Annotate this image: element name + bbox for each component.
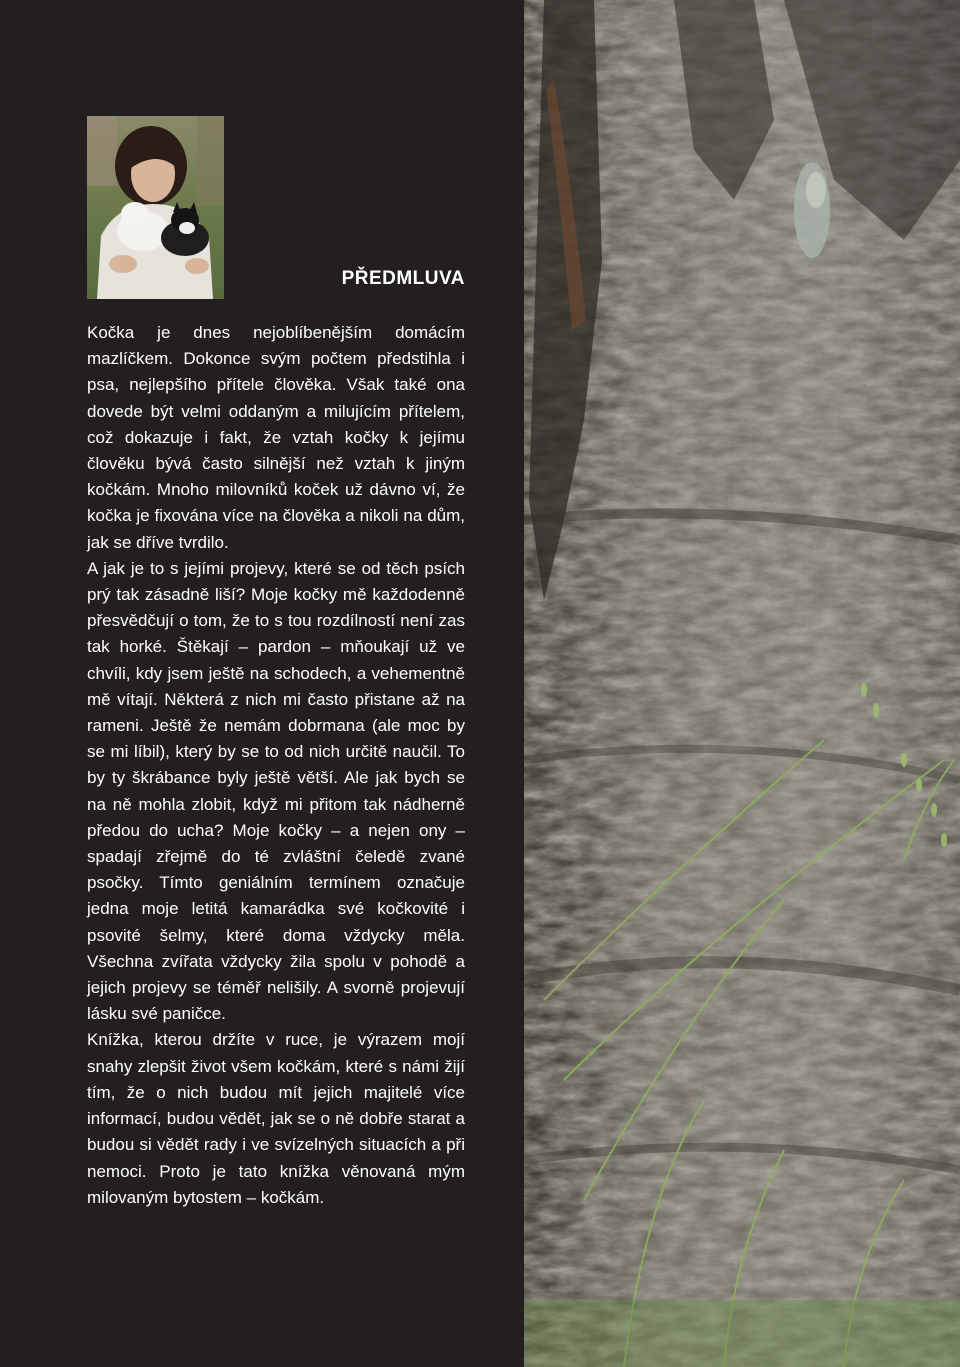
foreword-text bbox=[87, 320, 465, 1211]
paragraph-2: A jak je to s jejími projevy, které se od těch psích prý tak zásadně liší? Moje kočky mě každodenně přesvědčují o tom, že to s tou rozdílností není zas tak horké. Štěkají – pardon – mňoukají už ve chvíli, kdy jsem ještě na schodech, a vehementně mě vítají. Některá z nich mi často přistane až na rameni. Ještě že nemám dobrmana (ale moc by se mi líbil), který by se to od nich určitě naučil. To by ty škrábance byly ještě větší. Ale jak bych se na ně mohla zlobit, když mi přitom tak nádherně předou do ucha? Moje kočky – a nejen ony – spadají zřejmě do té zvláštní čeledě zvané psočky. Tímto geniálním termínem označuje jedna moje letitá kamarádka své kočkovité i psovité šelmy, které doma vždycky měla. Všechna zvířata vždycky žila spolu v pohodě a jejich projevy se téměř nelišily. A svorně projevují lásku své paničce. bbox=[87, 558, 465, 1024]
paragraph-3: Knížka, kterou držíte v ruce, je výrazem mojí snahy zlepšit život všem kočkám, které s námi žijí tím, že o nich budou mít jejich majitelé více informací, budou vědět, jak se o ně dobře starat a budou si vědět rady i ve svízelných situacích a při nemoci. Proto je tato knížka věnovaná mým milovaným bytostem – kočkám. bbox=[87, 1030, 465, 1207]
tree-bark-photo bbox=[524, 0, 960, 1367]
author-with-cats-photo bbox=[87, 116, 224, 299]
paragraph-1: Kočka je dnes nejoblíbenějším domácím mazlíčkem. Dokonce svým počtem předstihla i psa, nejlepšího přítele člověka. Však také ona dovede být velmi oddaným a milujícím přítelem, což dokazuje i fakt, že vztah kočky k jejímu člověku bývá často silnější než vztah k jiným kočkám. Mnoho milovníků koček už dávno ví, že kočka je fixována více na člověka a nikoli na dům, jak se dříve tvrdilo. bbox=[87, 323, 465, 552]
page-heading: PŘEDMLUVA bbox=[341, 268, 465, 289]
